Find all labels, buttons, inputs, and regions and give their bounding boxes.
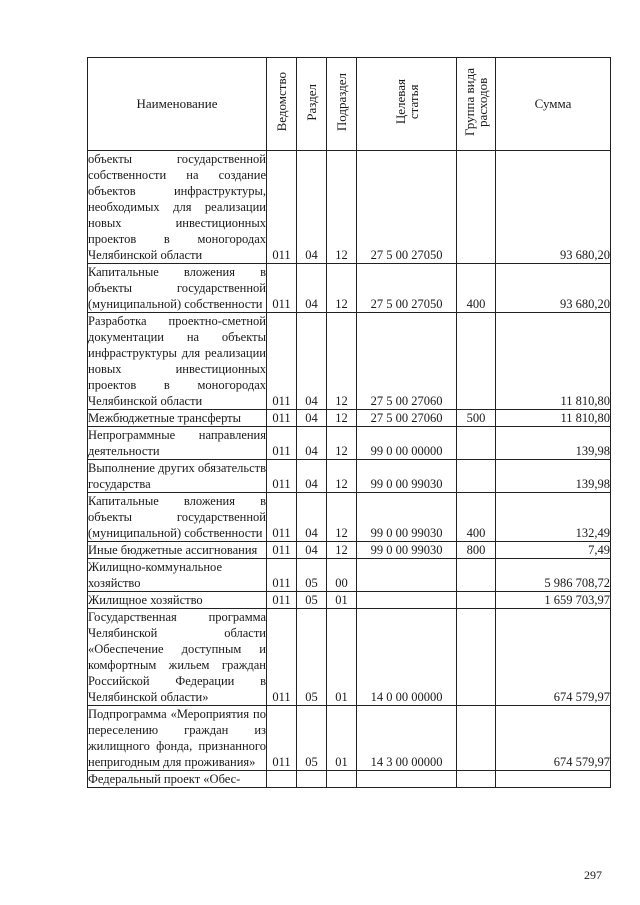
cell-target xyxy=(357,592,457,609)
cell-target: 99 0 00 99030 xyxy=(357,460,457,493)
header-dept xyxy=(267,58,297,151)
cell-subsection: 12 xyxy=(327,427,357,460)
cell-dept: 011 xyxy=(267,460,297,493)
cell-name: Непрограммные направления деятельности xyxy=(88,428,266,458)
cell-dept: 011 xyxy=(267,592,297,609)
table-row xyxy=(88,592,611,609)
header-name-label: Наименование xyxy=(136,96,218,111)
cell-subsection: 01 xyxy=(327,609,357,706)
table-row xyxy=(88,771,611,788)
cell-target: 99 0 00 99030 xyxy=(357,542,457,559)
cell-dept: 011 xyxy=(267,609,297,706)
cell-amount: 93 680,20 xyxy=(496,264,611,313)
cell-expense xyxy=(457,609,496,706)
cell-name: Разработка проектно-сметной документации на объекты инфраструктуры для реализации новых инвестиционных проектов в моногородах Челябинской области xyxy=(88,314,266,408)
cell-dept: 011 xyxy=(267,313,297,410)
cell-amount: 5 986 708,72 xyxy=(496,559,611,592)
header-name xyxy=(88,58,267,151)
cell-section: 04 xyxy=(297,542,327,559)
header-target-line1: Целевая xyxy=(392,79,408,125)
header-subsection xyxy=(327,58,357,151)
table-row xyxy=(88,559,611,592)
cell-expense xyxy=(457,559,496,592)
cell-amount: 674 579,97 xyxy=(496,706,611,771)
header-subsection-label: Подраздел xyxy=(334,72,349,132)
table-row xyxy=(88,313,611,410)
header-row xyxy=(88,58,611,151)
budget-table xyxy=(87,57,611,788)
cell-amount: 139,98 xyxy=(496,427,611,460)
cell-target: 99 0 00 00000 xyxy=(357,427,457,460)
table-body xyxy=(88,151,611,788)
table-row xyxy=(88,609,611,706)
cell-amount: 132,49 xyxy=(496,493,611,542)
cell-subsection: 12 xyxy=(327,264,357,313)
header-expense-line1: Группа вида xyxy=(462,68,477,136)
cell-subsection: 12 xyxy=(327,410,357,427)
cell-section: 04 xyxy=(297,427,327,460)
cell-name: объекты государственной собственности на создание объектов инфраструктуры, необходимых для реализации новых инвестиционных проектов в моногородах Челябинской области xyxy=(88,152,266,262)
cell-section: 04 xyxy=(297,151,327,264)
cell-name: Выполнение других обязательств государства xyxy=(88,461,266,491)
cell-name: Иные бюджетные ассигнования xyxy=(88,542,267,559)
cell-target: 99 0 00 99030 xyxy=(357,493,457,542)
cell-dept: 011 xyxy=(267,151,297,264)
cell-expense: 800 xyxy=(457,542,496,559)
cell-dept: 011 xyxy=(267,706,297,771)
cell-target: 27 5 00 27060 xyxy=(357,313,457,410)
cell-target: 27 5 00 27050 xyxy=(357,264,457,313)
cell-target: 27 5 00 27060 xyxy=(357,410,457,427)
cell-expense xyxy=(457,592,496,609)
header-section xyxy=(297,58,327,151)
cell-dept: 011 xyxy=(267,542,297,559)
cell-subsection: 01 xyxy=(327,592,357,609)
cell-name: Жилищно-коммунальное хозяйство xyxy=(88,559,267,592)
header-target-line2: статья xyxy=(405,84,421,120)
cell-target xyxy=(357,771,457,788)
cell-expense: 400 xyxy=(457,493,496,542)
header-amount-label: Сумма xyxy=(534,96,572,111)
cell-subsection: 12 xyxy=(327,460,357,493)
cell-amount: 1 659 703,97 xyxy=(496,592,611,609)
cell-expense xyxy=(457,706,496,771)
cell-expense xyxy=(457,151,496,264)
cell-expense xyxy=(457,427,496,460)
cell-subsection xyxy=(327,771,357,788)
cell-target: 27 5 00 27050 xyxy=(357,151,457,264)
header-target-label xyxy=(394,79,420,124)
cell-section: 05 xyxy=(297,592,327,609)
table-row xyxy=(88,427,611,460)
header-expense xyxy=(457,58,496,151)
cell-section: 04 xyxy=(297,460,327,493)
cell-amount: 11 810,80 xyxy=(496,410,611,427)
page-number: 297 xyxy=(584,868,602,882)
table-row xyxy=(88,410,611,427)
table-row xyxy=(88,151,611,264)
table-row xyxy=(88,460,611,493)
cell-section: 05 xyxy=(297,559,327,592)
table-row xyxy=(88,706,611,771)
cell-dept: 011 xyxy=(267,410,297,427)
cell-subsection: 12 xyxy=(327,493,357,542)
cell-subsection: 01 xyxy=(327,706,357,771)
cell-expense: 500 xyxy=(457,410,496,427)
header-expense-line2: расходов xyxy=(475,77,490,127)
cell-name: Жилищное хозяйство xyxy=(88,592,267,609)
cell-section: 04 xyxy=(297,264,327,313)
cell-dept: 011 xyxy=(267,427,297,460)
cell-target: 14 3 00 00000 xyxy=(357,706,457,771)
cell-dept: 011 xyxy=(267,493,297,542)
cell-name: Подпрограмма «Мероприятия по переселению граждан из жилищного фонда, признанного непригодным для проживания» xyxy=(88,707,266,769)
cell-name: Капитальные вложения в объекты государственной (муниципальной) собственности xyxy=(88,494,266,540)
table-row xyxy=(88,264,611,313)
cell-subsection: 12 xyxy=(327,542,357,559)
cell-name: Федеральный проект «Обес- xyxy=(88,771,267,788)
cell-expense: 400 xyxy=(457,264,496,313)
header-section-label: Раздел xyxy=(304,83,319,121)
cell-amount: 674 579,97 xyxy=(496,609,611,706)
cell-amount xyxy=(496,771,611,788)
table-row xyxy=(88,542,611,559)
cell-subsection: 00 xyxy=(327,559,357,592)
cell-subsection: 12 xyxy=(327,313,357,410)
cell-dept xyxy=(267,771,297,788)
cell-expense xyxy=(457,460,496,493)
cell-target: 14 0 00 00000 xyxy=(357,609,457,706)
cell-amount: 11 810,80 xyxy=(496,313,611,410)
cell-section: 04 xyxy=(297,313,327,410)
header-amount xyxy=(496,58,611,151)
cell-target xyxy=(357,559,457,592)
cell-section: 04 xyxy=(297,493,327,542)
cell-section: 04 xyxy=(297,410,327,427)
cell-name: Капитальные вложения в объекты государственной (муниципальной) собственности xyxy=(88,265,266,311)
cell-dept: 011 xyxy=(267,264,297,313)
cell-expense xyxy=(457,313,496,410)
cell-section: 05 xyxy=(297,609,327,706)
cell-name: Государственная программа Челябинской области «Обеспечение доступным и комфортным жильем граждан Российской Федерации в Челябинской области» xyxy=(88,610,266,704)
header-target xyxy=(357,58,457,151)
cell-amount: 93 680,20 xyxy=(496,151,611,264)
table-row xyxy=(88,493,611,542)
cell-name: Межбюджетные трансферты xyxy=(88,410,267,427)
cell-subsection: 12 xyxy=(327,151,357,264)
cell-expense xyxy=(457,771,496,788)
header-dept-label: Ведомство xyxy=(274,72,289,132)
cell-amount: 7,49 xyxy=(496,542,611,559)
cell-dept: 011 xyxy=(267,559,297,592)
cell-amount: 139,98 xyxy=(496,460,611,493)
cell-section xyxy=(297,771,327,788)
header-expense-label xyxy=(463,68,489,136)
cell-section: 05 xyxy=(297,706,327,771)
